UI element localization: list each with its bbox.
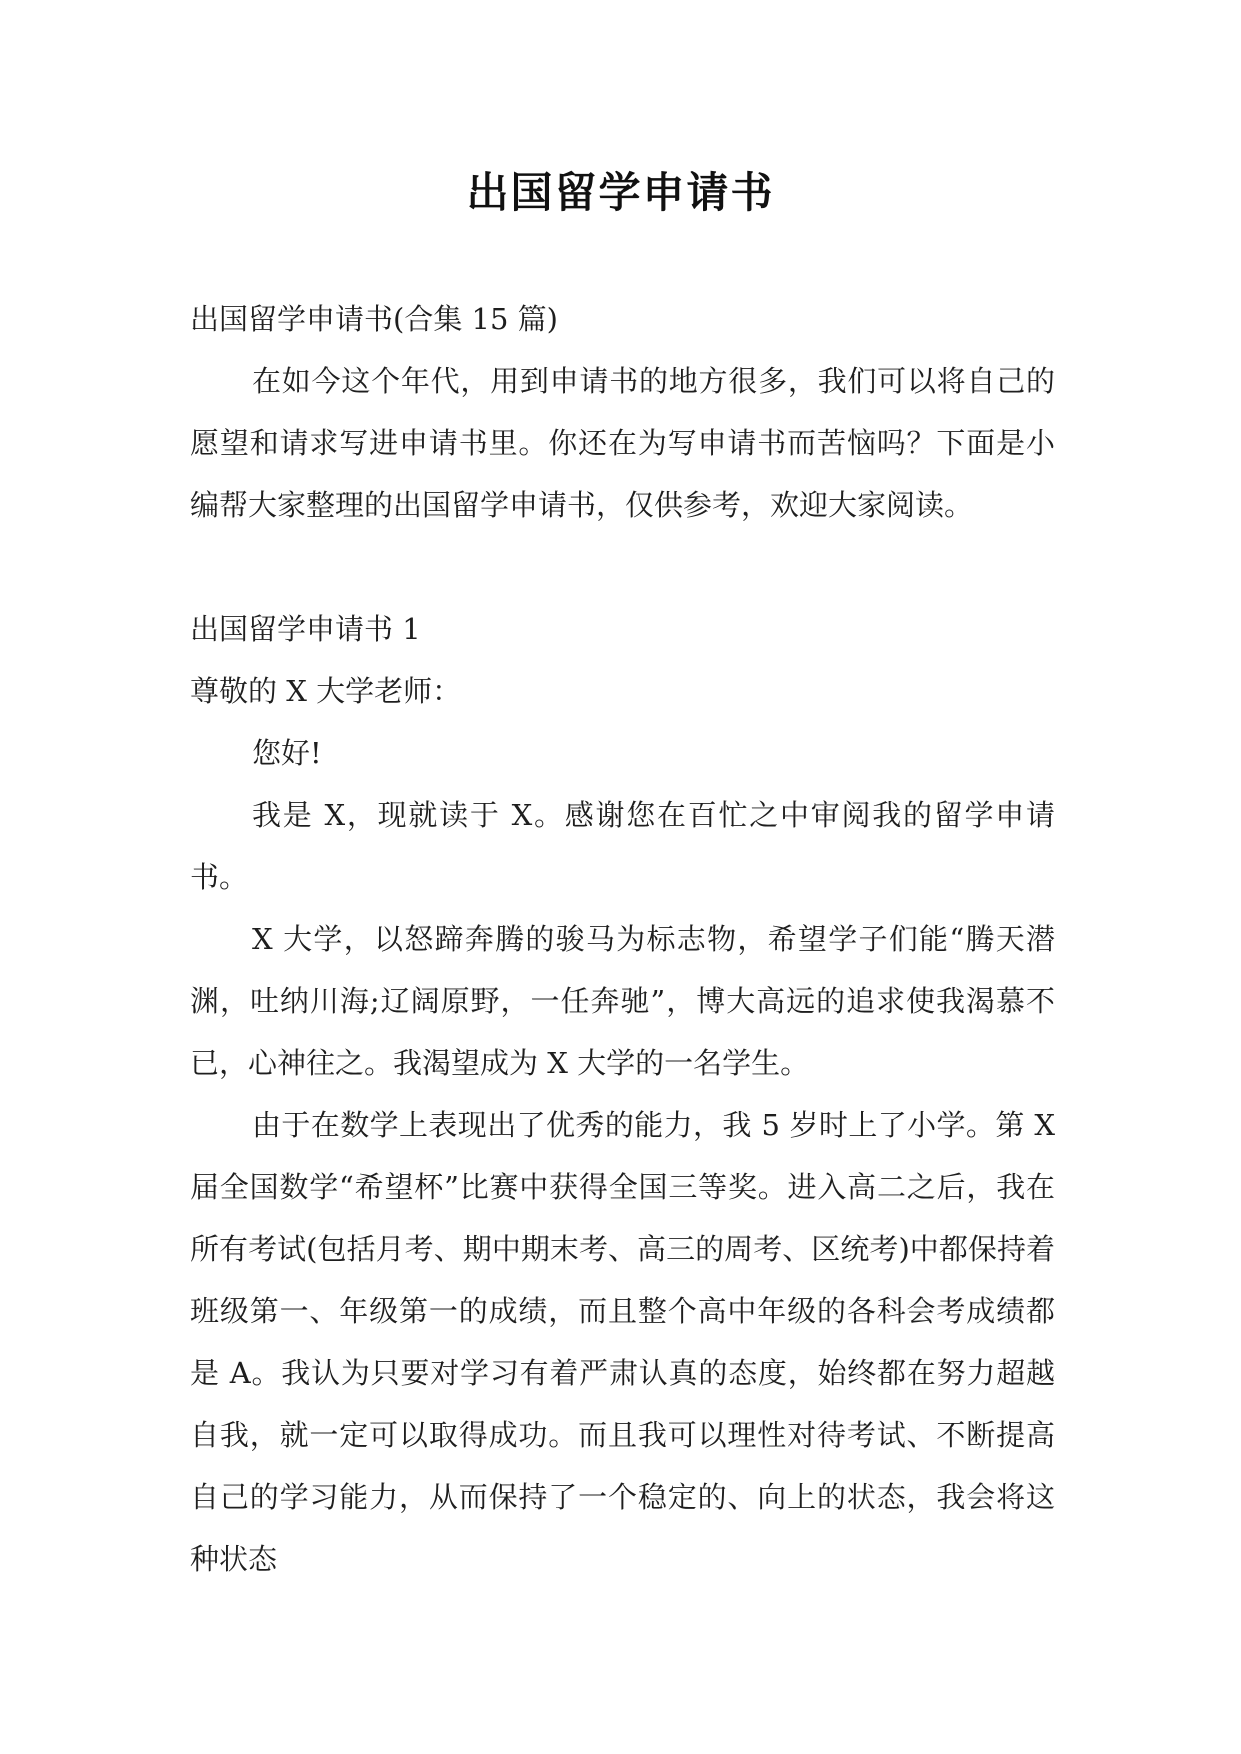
intro-paragraph: 在如今这个年代，用到申请书的地方很多，我们可以将自己的愿望和请求写进申请书里。你还在为写申请书而苦恼吗？下面是小编帮大家整理的出国留学申请书，仅供参考，欢迎大家阅读。 — [190, 364, 1055, 522]
body-paragraph-3: 由于在数学上表现出了优秀的能力，我 5 岁时上了小学。第 X 届全国数学“希望杯”比赛中获得全国三等奖。进入高二之后，我在所有考试(包括月考、期中期末考、高三的周考、区统考)中都保持着班级第一、年级第一的成绩，而且整个高中年级的各科会考成绩都是 A。我认为只要对学习有着严肃认真的态度，始终都在努力超越自我，就一定可以取得成功。而且我可以理性对待考试、不断提高自己的学习能力，从而保持了一个稳定的、向上的状态，我会将这种状态 — [190, 1108, 1055, 1576]
body-paragraph-2: X 大学，以怒蹄奔腾的骏马为标志物，希望学子们能“腾天潜渊，吐纳川海;辽阔原野，一任奔驰”，博大高远的追求使我渴慕不已，心神往之。我渴望成为 X 大学的一名学生。 — [190, 922, 1055, 1080]
section-spacer — [190, 536, 1055, 598]
document-title: 出国留学申请书 — [466, 168, 775, 217]
letter-salutation: 尊敬的 X 大学老师： — [190, 674, 462, 708]
letter-greeting: 您好! — [252, 736, 322, 770]
section-heading: 出国留学申请书 1 — [190, 612, 421, 646]
document-subtitle: 出国留学申请书(合集 15 篇) — [190, 302, 558, 336]
document-body — [190, 288, 1055, 1590]
body-paragraph-1: 我是 X，现就读于 X。感谢您在百忙之中审阅我的留学申请书。 — [190, 798, 1055, 894]
